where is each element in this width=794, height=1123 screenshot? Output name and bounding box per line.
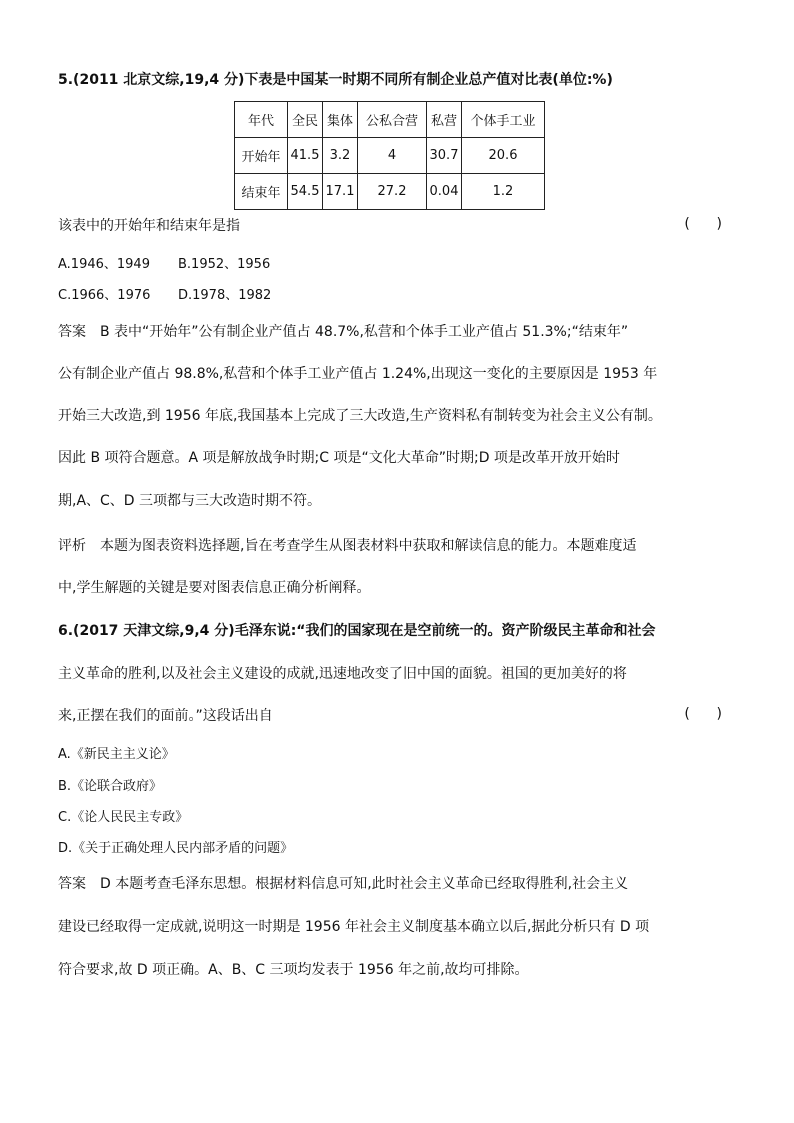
option-d: D.1978、1982 [178,288,272,303]
table-header-cell: 全民 [288,102,323,138]
table-cell: 1.2 [462,174,545,210]
answer-label: 答案 [58,876,86,892]
table-cell: 20.6 [462,138,545,174]
q6-answer-parentheses: ( ) [684,706,722,722]
table-header-cell: 私营 [427,102,462,138]
answer-text: 公有制企业产值占 98.8%,私营和个体手工业产值占 1.24%,出现这一变化的主要原因是 1953 年 [58,366,658,382]
table-row [235,174,545,210]
table-header-row [235,102,545,138]
answer-text: 建设已经取得一定成就,说明这一时期是 1956 年社会主义制度基本确立以后,据此分析只有 D 项 [58,919,650,935]
analysis-label: 评析 [58,538,86,554]
q6-stem: 主义革命的胜利,以及社会主义建设的成就,迅速地改变了旧中国的面貌。祖国的更加美好的将 [58,666,627,682]
analysis-text: 中,学生解题的关键是要对图表信息正确分析阐释。 [58,580,371,596]
table-cell: 结束年 [235,174,288,210]
answer-text: 因此 B 项符合题意。A 项是解放战争时期;C 项是“文化大革命”时期;D 项是改革开放开始时 [58,450,620,466]
table-header-cell: 个体手工业 [462,102,545,138]
option-a: A.1946、1949 [58,257,150,272]
table-header-cell: 年代 [235,102,288,138]
table-cell: 0.04 [427,174,462,210]
q6-stem: 6.(2017 天津文综,9,4 分)毛泽东说:“我们的国家现在是空前统一的。资产阶级民主革命和社会 [58,623,656,639]
q5-table [234,101,545,210]
option-c: C.《论人民民主专政》 [58,810,189,825]
table-cell: 27.2 [358,174,427,210]
answer-text: 符合要求,故 D 项正确。A、B、C 三项均发表于 1956 年之前,故均可排除。 [58,962,529,978]
answer-label: 答案 [58,324,86,340]
option-d: D.《关于正确处理人民内部矛盾的问题》 [58,841,294,856]
q5-answer-line [58,322,628,342]
table-cell: 17.1 [323,174,358,210]
answer-text: 期,A、C、D 三项都与三大改造时期不符。 [58,493,322,509]
option-c: C.1966、1976 [58,288,151,303]
analysis-text: 本题为图表资料选择题,旨在考查学生从图表材料中获取和解读信息的能力。本题难度适 [100,538,637,554]
option-a: A.《新民主主义论》 [58,747,175,762]
table-cell: 54.5 [288,174,323,210]
q5-analysis-line [58,536,636,556]
q5-options-row-2 [58,287,271,305]
answer-text: B 表中“开始年”公有制企业产值占 48.7%,私营和个体手工业产值占 51.3%;“结束年” [100,324,629,340]
q6-answer-line [58,874,628,894]
table-cell: 开始年 [235,138,288,174]
q5-question: 该表中的开始年和结束年是指 [58,218,240,234]
answer-text: D 本题考查毛泽东思想。根据材料信息可知,此时社会主义革命已经取得胜利,社会主义 [100,876,629,892]
q5-options-row-1 [58,256,270,274]
table-header-cell: 公私合营 [358,102,427,138]
option-b: B.1952、1956 [178,257,271,272]
answer-text: 开始三大改造,到 1956 年底,我国基本上完成了三大改造,生产资料私有制转变为社会主义公有制。 [58,408,662,424]
q6-stem: 来,正摆在我们的面前。”这段话出自 [58,708,273,724]
q5-stem: 5.(2011 北京文综,19,4 分)下表是中国某一时期不同所有制企业总产值对比表(单位:%) [58,72,613,88]
table-row [235,138,545,174]
table-cell: 30.7 [427,138,462,174]
table-cell: 3.2 [323,138,358,174]
q5-answer-parentheses: ( ) [684,216,722,232]
table-cell: 4 [358,138,427,174]
option-b: B.《论联合政府》 [58,779,163,794]
table-header-cell: 集体 [323,102,358,138]
table-cell: 41.5 [288,138,323,174]
